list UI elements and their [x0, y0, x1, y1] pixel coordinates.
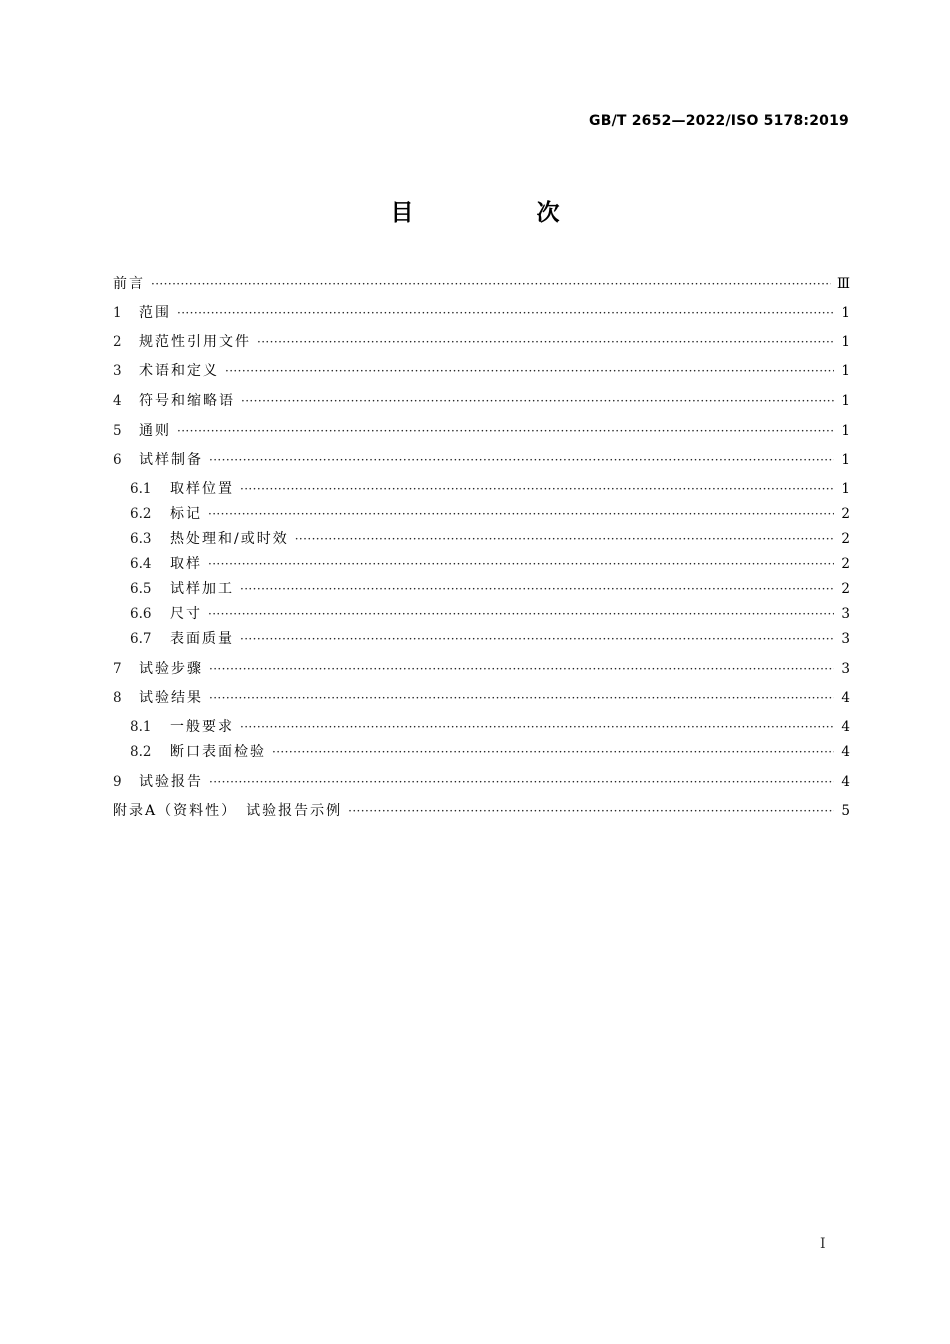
dot-leader — [208, 554, 834, 574]
toc-entry-label: 断口表面检验 — [170, 744, 266, 760]
toc-entry-terms-definitions[interactable] — [113, 361, 850, 381]
toc-entry-label: 试样制备 — [139, 452, 203, 468]
toc-entry-specimen-machining[interactable] — [130, 579, 850, 599]
dot-leader — [208, 604, 834, 624]
standard-code: GB/T 2652—2022/ISO 5178:2019 — [589, 113, 849, 129]
page-number: Ⅰ — [820, 1236, 826, 1252]
toc-entry-symbols[interactable] — [113, 391, 850, 411]
toc-entry-label: 符号和缩略语 — [139, 393, 235, 409]
toc-entry-number: 7 — [113, 661, 122, 677]
toc-entry-page: 2 — [841, 581, 850, 597]
toc-entry-number: 9 — [113, 774, 122, 790]
toc-entry-label: 取样 — [170, 556, 202, 572]
toc-entry-label: 通则 — [139, 423, 171, 439]
toc-entry-scope[interactable] — [113, 303, 850, 323]
toc-entry-general-requirements[interactable] — [130, 717, 850, 737]
toc-entry-foreword[interactable] — [113, 274, 850, 294]
toc-entry-number: 6 — [113, 452, 122, 468]
toc-entry-label: 热处理和/或时效 — [170, 531, 289, 547]
toc-entry-specimen-preparation[interactable] — [113, 450, 850, 470]
toc-entry-label: 试样加工 — [170, 581, 234, 597]
toc-entry-label: 一般要求 — [170, 719, 234, 735]
toc-entry-label: 前言 — [113, 276, 145, 292]
toc-entry-number: 6.6 — [130, 606, 152, 622]
toc-entry-page: 3 — [841, 631, 850, 647]
toc-entry-page: 4 — [841, 774, 850, 790]
dot-leader — [209, 450, 834, 470]
dot-leader — [208, 504, 834, 524]
toc-entry-label: 标记 — [170, 506, 202, 522]
toc-entry-number: 6.2 — [130, 506, 152, 522]
dot-leader — [209, 688, 834, 708]
toc-entry-test-report[interactable] — [113, 772, 850, 792]
toc-entry-number: 2 — [113, 334, 122, 350]
toc-entry-number: 6.7 — [130, 631, 152, 647]
toc-entry-number: 6.1 — [130, 481, 152, 497]
toc-entry-label: 附录A（资料性） 试验报告示例 — [113, 803, 343, 819]
toc-entry-label: 表面质量 — [170, 631, 234, 647]
dot-leader — [151, 274, 831, 294]
toc-entry-annex-a[interactable] — [113, 801, 850, 821]
toc-entry-page: 3 — [841, 661, 850, 677]
toc-entry-page: Ⅲ — [836, 276, 850, 292]
dot-leader — [209, 772, 834, 792]
dot-leader — [177, 303, 834, 323]
toc-entry-page: 5 — [841, 803, 850, 819]
toc-entry-page: 2 — [841, 531, 850, 547]
dot-leader — [241, 391, 834, 411]
toc-entry-page: 1 — [841, 334, 850, 350]
toc-entry-number: 8.2 — [130, 744, 152, 760]
toc-entry-page: 2 — [841, 506, 850, 522]
toc-entry-page: 1 — [841, 305, 850, 321]
toc-entry-sampling-location[interactable] — [130, 479, 850, 499]
toc-entry-number: 3 — [113, 363, 122, 379]
dot-leader — [225, 361, 834, 381]
toc-entry-page: 2 — [841, 556, 850, 572]
toc-entry-page: 4 — [841, 719, 850, 735]
dot-leader — [240, 717, 834, 737]
toc-entry-page: 1 — [841, 423, 850, 439]
toc-entry-page: 1 — [841, 363, 850, 379]
dot-leader — [348, 801, 834, 821]
toc-entry-surface-quality[interactable] — [130, 629, 850, 649]
toc-entry-dimensions[interactable] — [130, 604, 850, 624]
toc-entry-number: 6.4 — [130, 556, 152, 572]
toc-entry-number: 6.5 — [130, 581, 152, 597]
toc-entry-label: 试验步骤 — [139, 661, 203, 677]
toc-entry-label: 规范性引用文件 — [139, 334, 251, 350]
toc-entry-label: 取样位置 — [170, 481, 234, 497]
toc-entry-label: 术语和定义 — [139, 363, 219, 379]
toc-entry-heat-treatment[interactable] — [130, 529, 850, 549]
toc-entry-label: 范围 — [139, 305, 171, 321]
toc-entry-page: 1 — [841, 481, 850, 497]
dot-leader — [177, 421, 834, 441]
dot-leader — [295, 529, 834, 549]
toc-entry-general[interactable] — [113, 421, 850, 441]
toc-entry-fracture-surface-inspection[interactable] — [130, 742, 850, 762]
toc-entry-number: 8 — [113, 690, 122, 706]
dot-leader — [240, 629, 834, 649]
toc-entry-page: 3 — [841, 606, 850, 622]
toc-entry-number: 8.1 — [130, 719, 152, 735]
toc-entry-page: 1 — [841, 393, 850, 409]
dot-leader — [240, 579, 834, 599]
dot-leader — [257, 332, 834, 352]
toc-entry-number: 1 — [113, 305, 122, 321]
toc-entry-number: 6.3 — [130, 531, 152, 547]
toc-entry-label: 尺寸 — [170, 606, 202, 622]
toc-entry-page: 1 — [841, 452, 850, 468]
toc-entry-page: 4 — [841, 744, 850, 760]
toc-entry-label: 试验报告 — [139, 774, 203, 790]
toc-entry-number: 5 — [113, 423, 122, 439]
toc-entry-test-procedure[interactable] — [113, 659, 850, 679]
toc-entry-label: 试验结果 — [139, 690, 203, 706]
dot-leader — [209, 659, 834, 679]
toc-entry-sampling[interactable] — [130, 554, 850, 574]
toc-title: 目 次 — [390, 200, 610, 226]
dot-leader — [272, 742, 834, 762]
dot-leader — [240, 479, 834, 499]
toc-entry-page: 4 — [841, 690, 850, 706]
toc-entry-marking[interactable] — [130, 504, 850, 524]
toc-entry-test-results[interactable] — [113, 688, 850, 708]
toc-entry-normative-references[interactable] — [113, 332, 850, 352]
toc-entry-number: 4 — [113, 393, 122, 409]
